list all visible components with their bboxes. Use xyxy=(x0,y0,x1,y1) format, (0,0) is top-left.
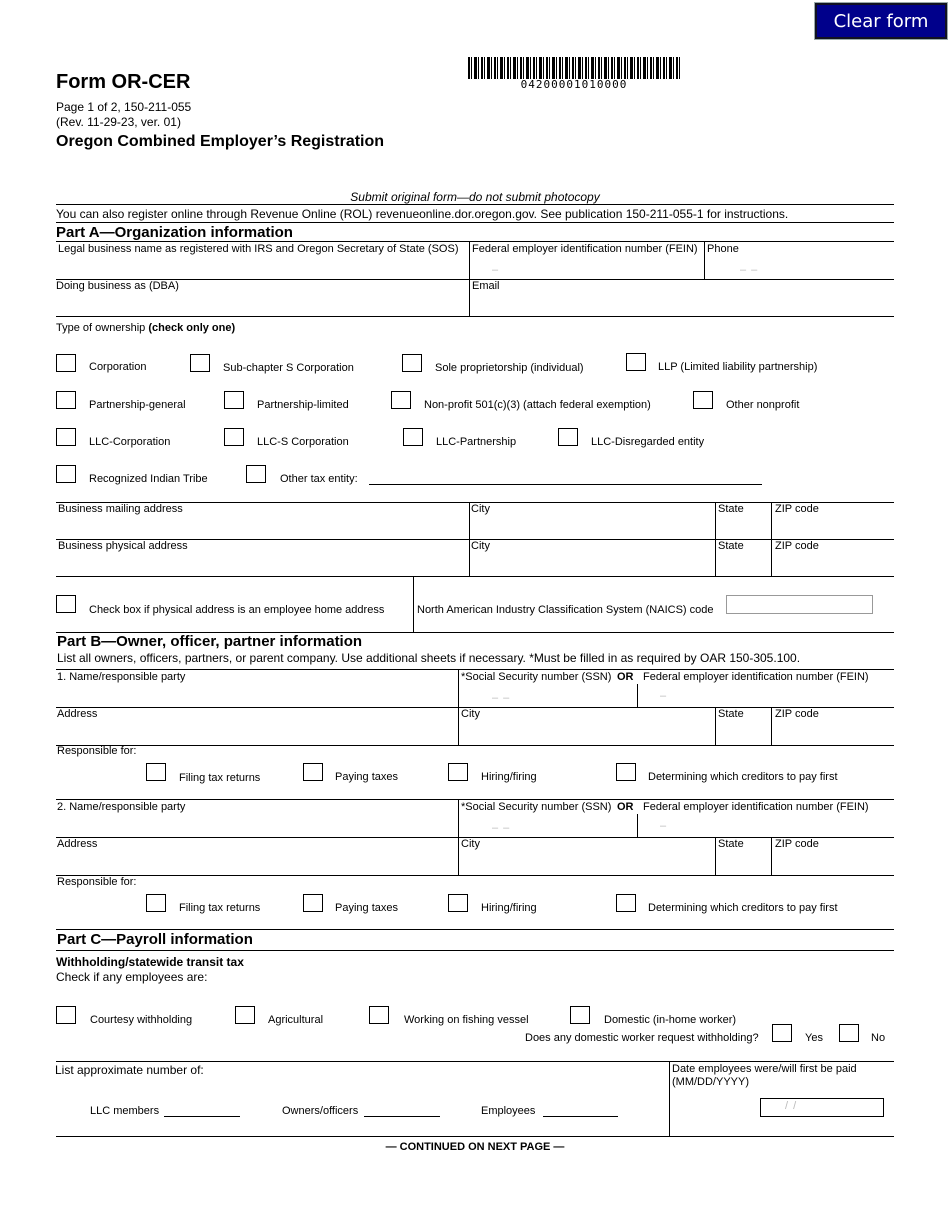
party2-address-label: Address xyxy=(57,838,98,850)
no-label: No xyxy=(871,1032,886,1044)
mailing-zip-label: ZIP code xyxy=(775,503,819,515)
ownership-label: Type of ownership (check only one) xyxy=(56,322,236,334)
party1-state-label: State xyxy=(718,708,744,720)
other-tax-entity-field[interactable] xyxy=(369,484,762,485)
ownership-option-label: LLC-Partnership xyxy=(436,436,517,448)
party2-name-label: 2. Name/responsible party xyxy=(57,801,186,813)
party1-address-field[interactable] xyxy=(58,722,454,744)
resp-option-label: Paying taxes xyxy=(335,902,398,914)
dba-label: Doing business as (DBA) xyxy=(56,280,179,292)
llc-members-label: LLC members xyxy=(90,1105,160,1117)
fein-label: Federal employer identification number (FEIN) xyxy=(472,243,698,255)
clear-form-button[interactable]: Clear form xyxy=(814,2,948,40)
resp-option-label: Hiring/firing xyxy=(481,902,537,914)
page-info: Page 1 of 2, 150-211-055 xyxy=(56,100,192,114)
mailing-address-label: Business mailing address xyxy=(58,503,183,515)
party1-checkbox-creditors[interactable] xyxy=(616,763,636,781)
naics-field[interactable] xyxy=(726,595,873,614)
home-address-label: Check box if physical address is an employee home address xyxy=(89,604,385,616)
llc-members-field[interactable] xyxy=(164,1116,240,1117)
party2-checkbox-hiring[interactable] xyxy=(448,894,468,912)
submit-note: Submit original form—do not submit photocopy xyxy=(350,190,600,204)
party2-checkbox-filing[interactable] xyxy=(146,894,166,912)
physical-address-field[interactable] xyxy=(58,553,466,575)
domestic-question: Does any domestic worker request withholding? xyxy=(525,1032,759,1044)
resp-option-label: Determining which creditors to pay first xyxy=(648,771,838,783)
party1-ssn-label: *Social Security number (SSN) xyxy=(461,671,612,683)
party2-state-label: State xyxy=(718,838,744,850)
physical-address-label: Business physical address xyxy=(58,540,188,552)
barcode-number: 04200001010000 xyxy=(520,78,628,91)
ownership-option-label: Sole proprietorship (individual) xyxy=(435,362,584,374)
party2-ssn-label: *Social Security number (SSN) xyxy=(461,801,612,813)
checkbox-home-address[interactable] xyxy=(56,595,76,613)
dba-field[interactable] xyxy=(56,294,466,316)
barcode-image xyxy=(468,57,680,79)
party1-zip-label: ZIP code xyxy=(775,708,819,720)
party1-address-label: Address xyxy=(57,708,98,720)
fein-field[interactable]: – xyxy=(492,264,500,276)
party1-fein-field[interactable]: – xyxy=(660,690,668,702)
ownership-option-label: Non-profit 501(c)(3) (attach federal exemption) xyxy=(424,399,651,411)
checkbox-nonprofit-501c3[interactable] xyxy=(391,391,411,409)
part-c-title: Part C—Payroll information xyxy=(57,931,253,948)
party1-ssn-field[interactable]: – – xyxy=(492,692,511,704)
ownership-option-label: LLC-S Corporation xyxy=(257,436,349,448)
withholding-title: Withholding/statewide transit tax xyxy=(56,955,244,969)
ownership-option-label: Other nonprofit xyxy=(726,399,800,411)
party2-zip-label: ZIP code xyxy=(775,838,819,850)
part-b-title: Part B—Owner, officer, partner information xyxy=(57,633,363,650)
party2-city-label: City xyxy=(461,838,480,850)
employee-type-label: Working on fishing vessel xyxy=(404,1014,529,1026)
ownership-option-label: Other tax entity: xyxy=(280,473,358,485)
revision-info: (Rev. 11-29-23, ver. 01) xyxy=(56,115,181,129)
ownership-option-label: LLC-Disregarded entity xyxy=(591,436,705,448)
checkbox-llc-partnership[interactable] xyxy=(403,428,423,446)
date-label-2: (MM/DD/YYYY) xyxy=(672,1076,749,1088)
resp-option-label: Filing tax returns xyxy=(179,772,261,784)
party2-name-field[interactable] xyxy=(58,814,454,836)
checkbox-partnership-limited[interactable] xyxy=(224,391,244,409)
ownership-option-label: LLP (Limited liability partnership) xyxy=(658,361,818,373)
ownership-option-label: Corporation xyxy=(89,361,147,373)
checkbox-fishing-vessel[interactable] xyxy=(369,1006,389,1024)
party1-name-label: 1. Name/responsible party xyxy=(57,671,186,683)
party1-fein-label: Federal employer identification number (FEIN) xyxy=(643,671,869,683)
first-paid-date-field[interactable] xyxy=(760,1098,884,1117)
form-subtitle: Oregon Combined Employer’s Registration xyxy=(56,133,385,150)
party2-address-field[interactable] xyxy=(58,852,454,874)
party1-checkbox-hiring[interactable] xyxy=(448,763,468,781)
checkbox-llc-disregarded[interactable] xyxy=(558,428,578,446)
checkbox-domestic-no[interactable] xyxy=(839,1024,859,1042)
checkbox-subchapter-s[interactable] xyxy=(190,354,210,372)
party1-checkbox-paying[interactable] xyxy=(303,763,323,781)
yes-label: Yes xyxy=(805,1032,823,1044)
part-a-title: Part A—Organization information xyxy=(56,224,293,241)
owners-officers-label: Owners/officers xyxy=(282,1105,359,1117)
resp-option-label: Filing tax returns xyxy=(179,902,261,914)
checkbox-other-nonprofit[interactable] xyxy=(693,391,713,409)
resp-option-label: Paying taxes xyxy=(335,771,398,783)
ownership-option-label: Recognized Indian Tribe xyxy=(89,473,208,485)
physical-zip-label: ZIP code xyxy=(775,540,819,552)
ownership-option-label: Sub-chapter S Corporation xyxy=(223,362,354,374)
naics-label: North American Industry Classification System (NAICS) code xyxy=(417,604,714,616)
employee-type-label: Agricultural xyxy=(268,1014,324,1026)
checkbox-domestic-yes[interactable] xyxy=(772,1024,792,1042)
ownership-option-label: Partnership-general xyxy=(89,399,186,411)
approx-number-label: List approximate number of: xyxy=(55,1063,204,1077)
party2-checkbox-creditors[interactable] xyxy=(616,894,636,912)
employee-type-label: Domestic (in-home worker) xyxy=(604,1014,737,1026)
party2-ssn-field[interactable]: – – xyxy=(492,822,511,834)
date-placeholder: / / xyxy=(785,1100,798,1112)
part-b-instructions: List all owners, officers, partners, or parent company. Use additional sheets if necessary. *Must be filled in as required by OAR 150-305.100. xyxy=(57,651,801,665)
resp-option-label: Hiring/firing xyxy=(481,771,537,783)
checkbox-agricultural[interactable] xyxy=(235,1006,255,1024)
checkbox-llc-s-corporation[interactable] xyxy=(224,428,244,446)
party1-or-label: OR xyxy=(617,671,634,683)
online-note: You can also register online through Revenue Online (ROL) revenueonline.dor.oregon.gov. See publication 150-211-055-1 for instructions. xyxy=(56,207,789,221)
party1-checkbox-filing[interactable] xyxy=(146,763,166,781)
form-title: Form OR-CER xyxy=(56,71,191,93)
party1-name-field[interactable] xyxy=(58,684,454,706)
phone-label: Phone xyxy=(707,243,739,255)
employee-type-label: Courtesy withholding xyxy=(90,1014,193,1026)
physical-city-label: City xyxy=(471,540,490,552)
party2-fein-label: Federal employer identification number (FEIN) xyxy=(643,801,869,813)
ownership-option-label: Partnership-limited xyxy=(257,399,349,411)
legal-name-field[interactable] xyxy=(58,256,466,278)
legal-name-label: Legal business name as registered with IRS and Oregon Secretary of State (SOS) xyxy=(58,243,459,255)
employees-label: Employees xyxy=(481,1105,536,1117)
checkbox-courtesy-withholding[interactable] xyxy=(56,1006,76,1024)
party2-fein-field[interactable]: – xyxy=(660,820,668,832)
date-label-1: Date employees were/will first be paid xyxy=(672,1063,857,1075)
mailing-address-field[interactable] xyxy=(58,516,466,538)
party2-checkbox-paying[interactable] xyxy=(303,894,323,912)
email-field[interactable] xyxy=(472,294,892,316)
checkbox-sole-proprietorship[interactable] xyxy=(402,354,422,372)
checkbox-corporation[interactable] xyxy=(56,354,76,372)
check-if-label: Check if any employees are: xyxy=(56,970,208,984)
checkbox-partnership-general[interactable] xyxy=(56,391,76,409)
party2-or-label: OR xyxy=(617,801,634,813)
resp-option-label: Determining which creditors to pay first xyxy=(648,902,838,914)
ownership-option-label: LLC-Corporation xyxy=(89,436,171,448)
physical-state-label: State xyxy=(718,540,744,552)
checkbox-domestic[interactable] xyxy=(570,1006,590,1024)
continued-footer: — CONTINUED ON NEXT PAGE — xyxy=(385,1141,565,1153)
email-label: Email xyxy=(472,280,500,292)
checkbox-indian-tribe[interactable] xyxy=(56,465,76,483)
checkbox-llc-corporation[interactable] xyxy=(56,428,76,446)
checkbox-other-tax-entity[interactable] xyxy=(246,465,266,483)
mailing-state-label: State xyxy=(718,503,744,515)
owners-officers-field[interactable] xyxy=(364,1116,440,1117)
party1-responsible-label: Responsible for: xyxy=(57,745,137,757)
phone-field[interactable]: – – xyxy=(740,264,759,276)
checkbox-llp[interactable] xyxy=(626,353,646,371)
employees-field[interactable] xyxy=(543,1116,618,1117)
party1-city-label: City xyxy=(461,708,480,720)
party2-responsible-label: Responsible for: xyxy=(57,876,137,888)
mailing-city-label: City xyxy=(471,503,490,515)
